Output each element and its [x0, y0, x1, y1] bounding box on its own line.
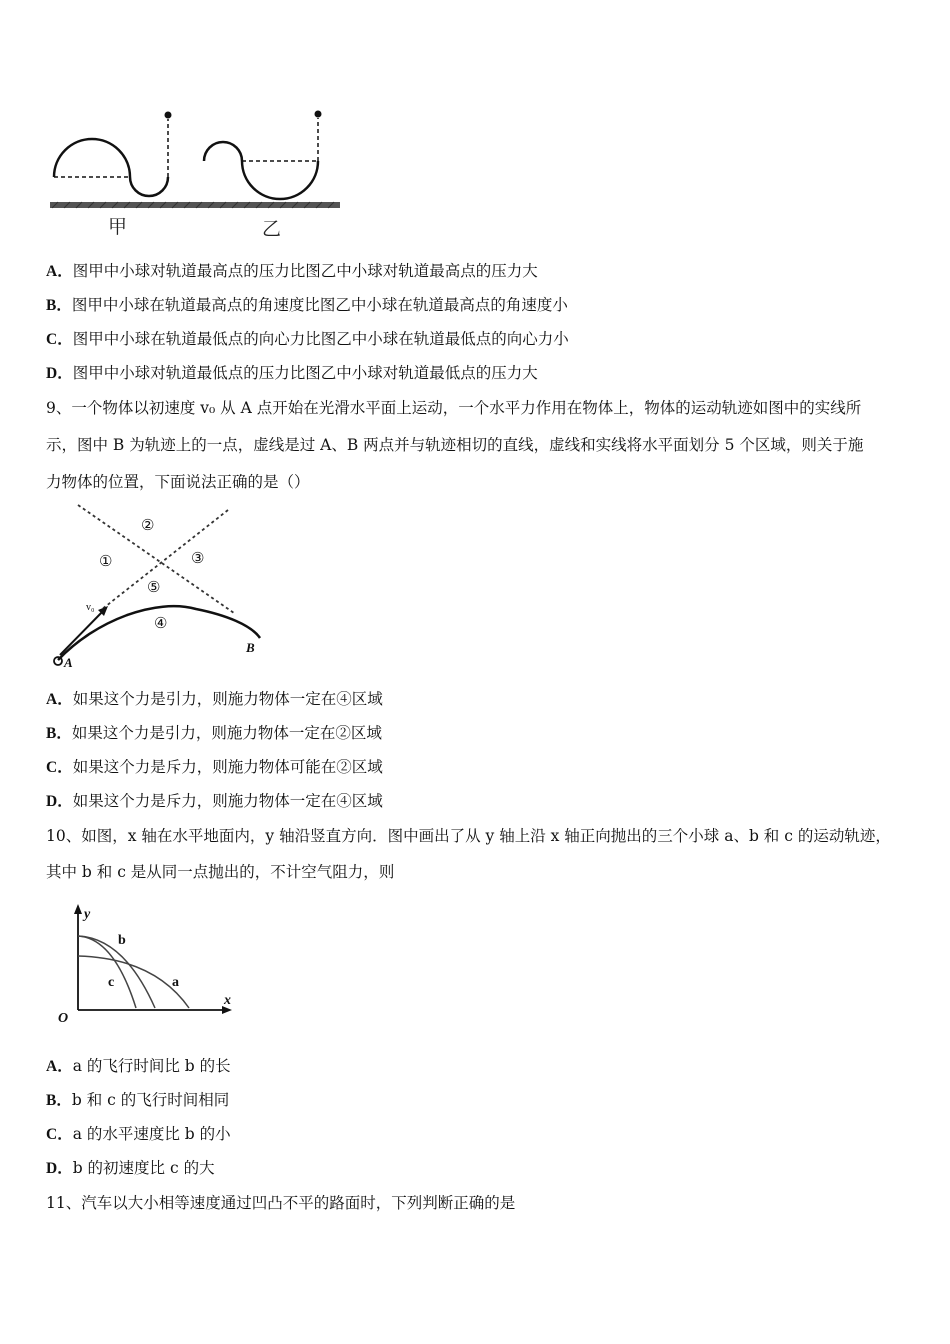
q8-option-c: C．图甲中小球在轨道最低点的向心力比图乙中小球在轨道最低点的向心力小 [46, 330, 569, 348]
region-5-label: ⑤ [147, 580, 161, 596]
q10-option-a: A．a 的飞行时间比 b 的长 [46, 1057, 231, 1075]
label-curve-b: b [118, 933, 126, 948]
trajectory [58, 606, 260, 660]
ball-jia [165, 112, 172, 119]
q9-option-b: B．如果这个力是引力，则施力物体一定在②区域 [46, 724, 382, 742]
label-v0: v₀ [86, 602, 95, 613]
q11-stem-line1: 11、汽车以大小相等速度通过凹凸不平的路面时，下列判断正确的是 [46, 1194, 516, 1212]
label-point-b: B [246, 640, 255, 655]
track-yi [204, 142, 318, 199]
region-1-label: ① [99, 554, 113, 570]
figure-q9-regions [46, 500, 276, 672]
label-point-a: A [64, 655, 73, 670]
region-3-label: ③ [191, 551, 205, 567]
region-2-label: ② [141, 518, 155, 534]
label-curve-c: c [108, 975, 115, 990]
q10-stem-line1: 10、如图，x 轴在水平地面内，y 轴沿竖直方向．图中画出了从 y 轴上沿 x 轴正向抛出的三个小球 a、b 和 c 的运动轨迹， [46, 827, 891, 845]
label-origin: O [58, 1011, 69, 1026]
q9-stem-line2: 示，图中 B 为轨迹上的一点，虚线是过 A、B 两点并与轨迹相切的直线，虚线和实线将水平面划分 5 个区域，则关于施 [46, 436, 864, 454]
q10-option-c: C．a 的水平速度比 b 的小 [46, 1125, 231, 1143]
label-curve-a: a [172, 975, 179, 990]
label-axis-y: y [84, 907, 91, 922]
q8-option-d: D．图甲中小球对轨道最低点的压力比图乙中小球对轨道最低点的压力大 [46, 364, 538, 382]
q9-stem-line3: 力物体的位置，下面说法正确的是（） [46, 473, 310, 491]
q10-option-d: D．b 的初速度比 c 的大 [46, 1159, 215, 1177]
ball-yi [315, 111, 322, 118]
label-yi: 乙 [262, 219, 282, 240]
track-jia [54, 139, 168, 196]
q8-option-b: B．图甲中小球在轨道最高点的角速度比图乙中小球在轨道最高点的角速度小 [46, 296, 568, 314]
q9-option-c: C．如果这个力是斥力，则施力物体可能在②区域 [46, 758, 383, 776]
figure-tracks [44, 105, 344, 245]
q8-option-a: A．图甲中小球对轨道最高点的压力比图乙中小球对轨道最高点的压力大 [46, 262, 538, 280]
label-axis-x: x [224, 993, 231, 1008]
q10-option-b: B．b 和 c 的飞行时间相同 [46, 1091, 230, 1109]
q9-option-a: A．如果这个力是引力，则施力物体一定在④区域 [46, 690, 383, 708]
q9-stem-line1: 9、一个物体以初速度 v₀ 从 A 点开始在光滑水平面上运动，一个水平力作用在物体上，物体的运动轨迹如图中的实线所 [46, 399, 862, 417]
q9-option-d: D．如果这个力是斥力，则施力物体一定在④区域 [46, 792, 383, 810]
region-4-label: ④ [154, 616, 168, 632]
curve-b [78, 936, 155, 1008]
q10-stem-line2: 其中 b 和 c 是从同一点抛出的，不计空气阻力，则 [46, 863, 395, 881]
curve-c [78, 936, 136, 1008]
label-jia: 甲 [108, 217, 128, 238]
figure-q10-trajectories [54, 898, 244, 1028]
